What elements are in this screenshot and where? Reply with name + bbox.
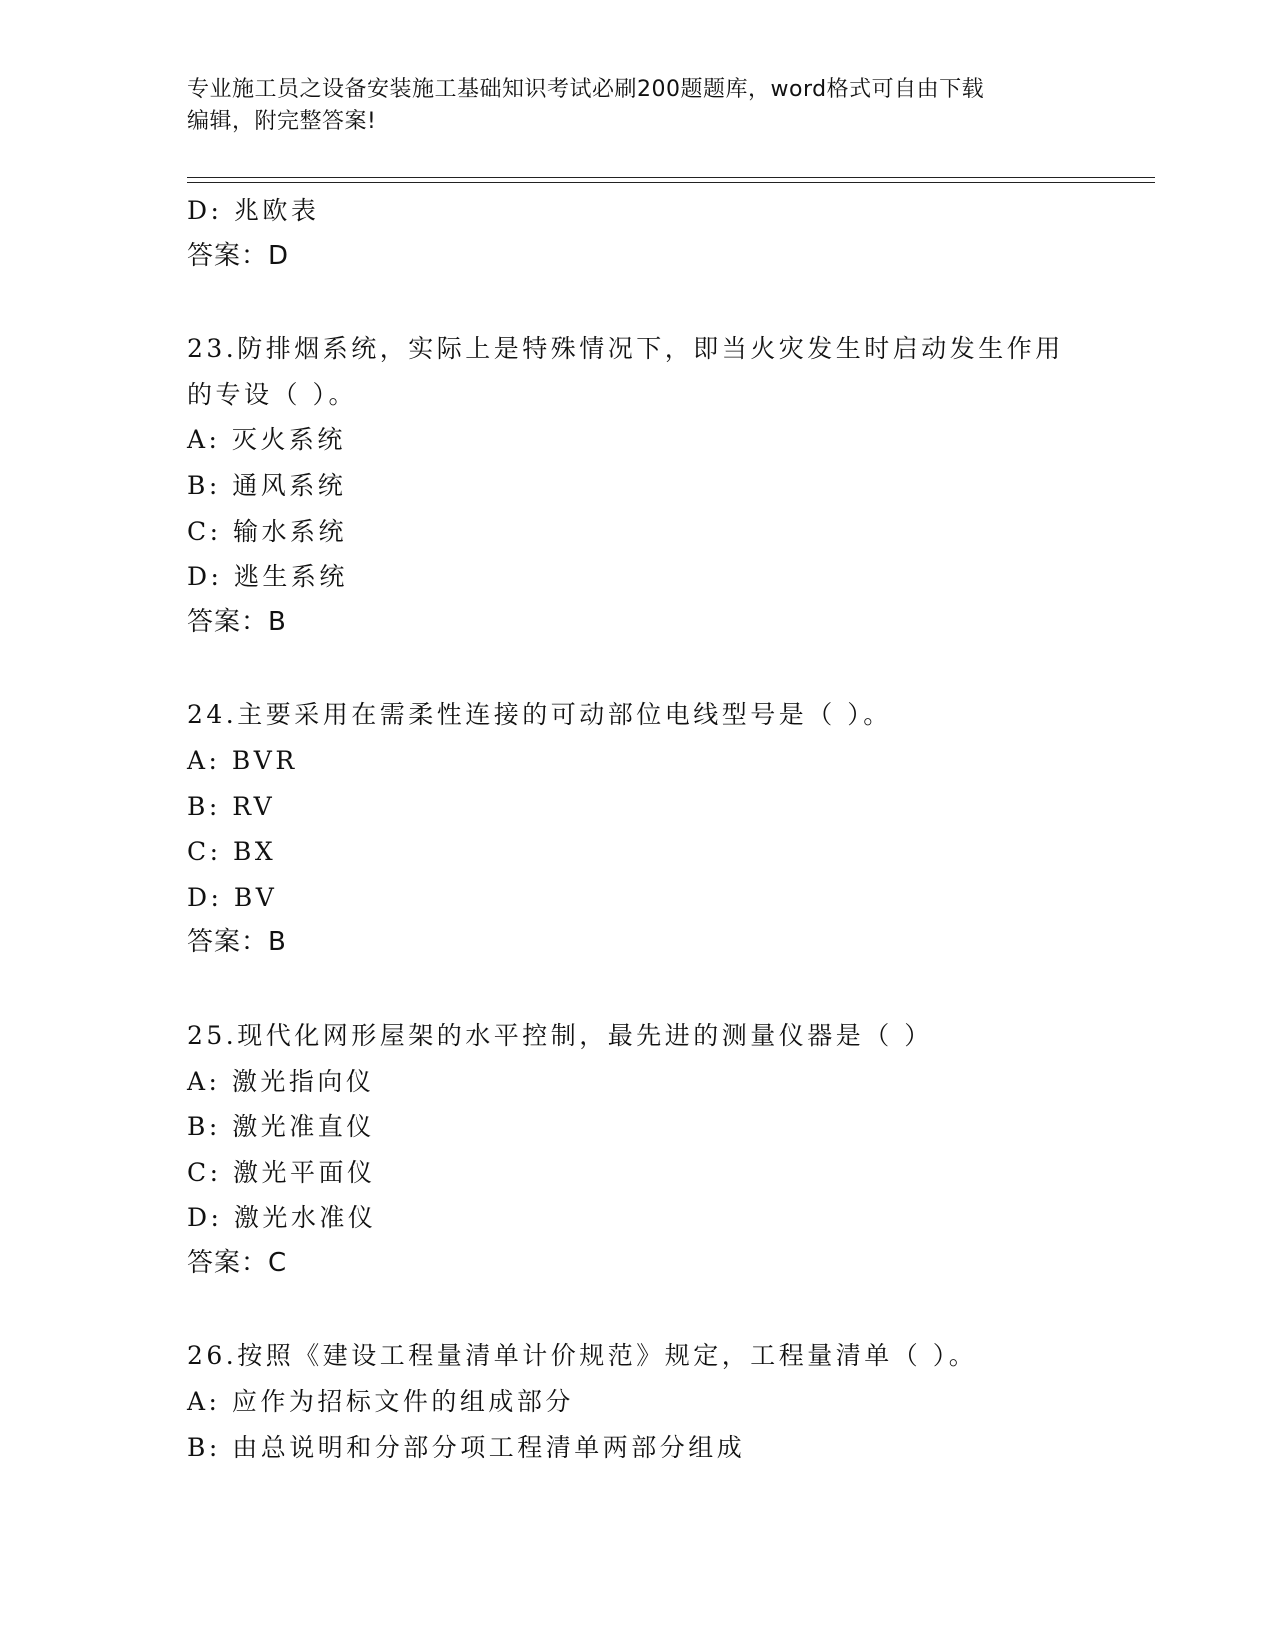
question-22-tail — [187, 188, 1107, 279]
question-24-stem: 24.主要采用在需柔性连接的可动部位电线型号是（ ）。 — [187, 700, 892, 730]
question-23-option-a: A: 灭火系统 — [187, 425, 346, 455]
question-23 — [187, 326, 1107, 645]
question-26 — [187, 1333, 1107, 1470]
question-23-option-d: D: 逃生系统 — [187, 562, 348, 592]
spacer — [187, 966, 1107, 1013]
question-26-option-a: A: 应作为招标文件的组成部分 — [187, 1387, 574, 1417]
header-line-2: 编辑，附完整答案! — [187, 109, 377, 134]
question-24-answer: 答案：B — [187, 927, 287, 958]
question-24-option-d: D: BV — [187, 882, 278, 912]
question-23-option-b: B: 通风系统 — [187, 470, 347, 500]
question-24-option-c: C: BX — [187, 837, 277, 867]
question-25-answer: 答案：C — [187, 1247, 288, 1278]
question-25-option-c: C: 激光平面仪 — [187, 1157, 376, 1187]
question-23-stem-line-1: 23.防排烟系统，实际上是特殊情况下，即当火灾发生时启动发生作用 — [187, 334, 1064, 364]
question-22-option-d: D: 兆欧表 — [187, 196, 320, 225]
question-25-stem: 25.现代化网形屋架的水平控制，最先进的测量仪器是（ ） — [187, 1020, 933, 1050]
question-24 — [187, 692, 1107, 966]
question-23-option-c: C: 输水系统 — [187, 516, 347, 546]
document-header — [187, 74, 1067, 138]
header-line-1: 专业施工员之设备安装施工基础知识考试必刷200题题库，word格式可自由下载 — [187, 77, 985, 102]
question-25-option-d: D: 激光水准仪 — [187, 1203, 377, 1233]
spacer — [187, 279, 1107, 326]
question-23-stem-line-2: 的专设（ ）。 — [187, 379, 357, 409]
spacer — [187, 645, 1107, 692]
question-23-answer: 答案：B — [187, 606, 287, 637]
question-24-option-b: B: RV — [187, 791, 276, 821]
question-26-stem: 26.按照《建设工程量清单计价规范》规定，工程量清单（ ）。 — [187, 1341, 978, 1371]
question-22-answer: 答案：D — [187, 240, 290, 271]
question-24-option-a: A: BVR — [187, 745, 298, 775]
question-26-option-b: B: 由总说明和分部分项工程清单两部分组成 — [187, 1432, 746, 1462]
spacer — [187, 1286, 1107, 1333]
question-25-option-a: A: 激光指向仪 — [187, 1066, 375, 1096]
question-25-option-b: B: 激光准直仪 — [187, 1112, 375, 1142]
header-rule-bottom — [187, 182, 1155, 183]
question-25 — [187, 1013, 1107, 1287]
document-body — [187, 188, 1107, 1470]
header-rule-top — [187, 177, 1155, 178]
